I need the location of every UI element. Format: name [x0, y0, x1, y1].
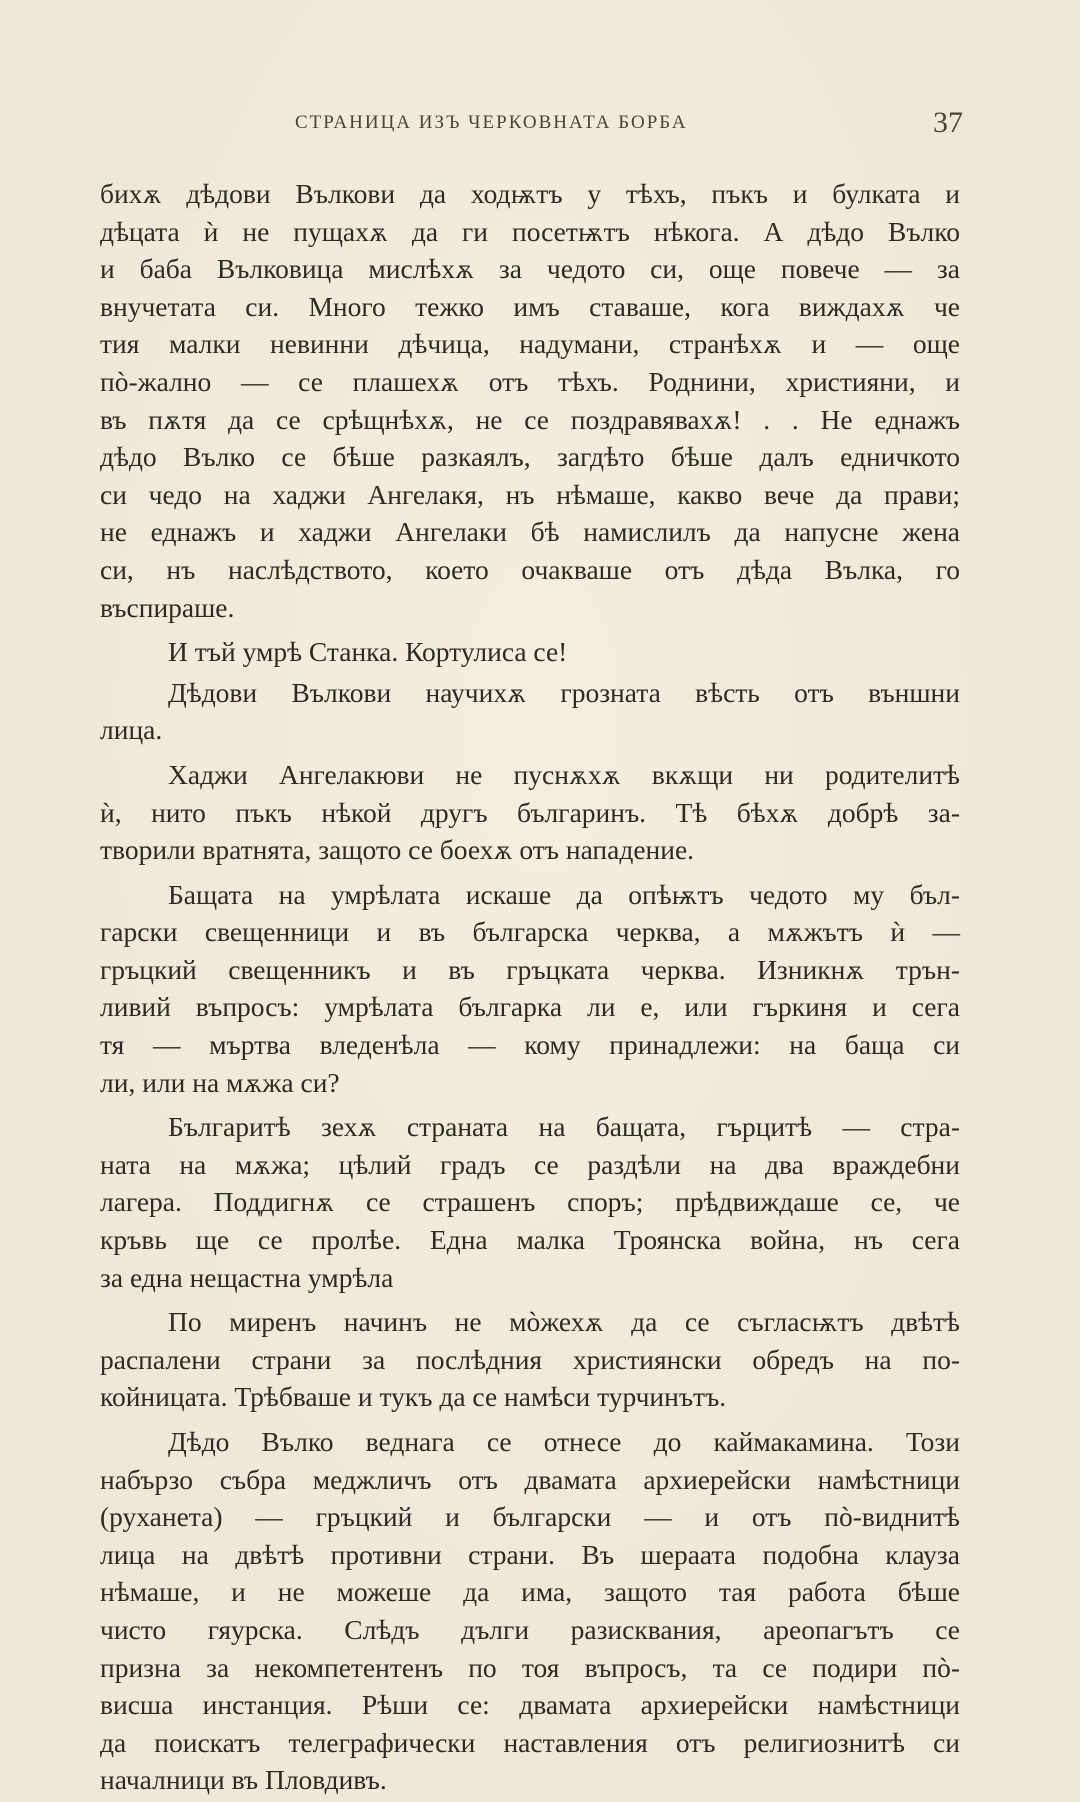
text-line: распалени страни за послѣдния християнски обредъ на по- — [100, 1343, 960, 1375]
text-line: тия малки невинни дѣчица, надумани, странѣхѫ и — още — [100, 328, 960, 360]
text-line: си чедо на хаджи Ангелакя, нъ нѣмаше, какво вече да прави; — [100, 478, 960, 510]
text-line: не еднажъ и хаджи Ангелаки бѣ намислилъ да напусне жена — [100, 516, 960, 548]
text-line: По миренъ начинъ не мòжехѫ да се съгласѭтъ двѣтѣ — [168, 1306, 960, 1338]
text-line: началници въ Пловдивъ. — [100, 1764, 387, 1796]
text-line: пò-жално — се плашехѫ отъ тѣхъ. Роднини, християни, и — [100, 365, 960, 397]
text-line: И тъй умрѣ Станка. Кортулиса се! — [168, 636, 568, 668]
text-line: дѣцата ѝ не пущахѫ да ги посетѭтъ нѣкога. А дѣдо Вълко — [100, 215, 960, 247]
text-line: дѣдо Вълко се бѣше разкаялъ, загдѣто бѣше далъ едничкото — [100, 441, 960, 473]
text-line: за една нещастна умрѣла — [100, 1261, 394, 1293]
text-line: Хаджи Ангелакюви не пуснѫхѫ вкѫщи ни родителитѣ — [168, 758, 960, 790]
text-line: и баба Вълковица мислѣхѫ за чедото си, още повече — за — [100, 253, 960, 285]
text-line: бихѫ дѣдови Вълкови да ходѭтъ у тѣхъ, пъкъ и булката и — [100, 178, 960, 209]
running-head — [0, 106, 1080, 152]
text-line: лица на двѣтѣ противни страни. Въ шераата подобна клауза — [100, 1538, 960, 1570]
paragraph-2 — [100, 633, 960, 671]
text-line: лагера. Поддигнѫ се страшенъ споръ; прѣдвиждаше се, че — [100, 1186, 960, 1218]
text-line: да поискатъ телеграфически наставления отъ религиознитѣ си — [100, 1726, 960, 1758]
paragraph-7 — [100, 1303, 960, 1416]
page-number: 37 — [933, 106, 963, 139]
running-title: СТРАНИЦА ИЗЪ ЧЕРКОВНАТА БОРБА — [295, 112, 688, 133]
text-line: ната на мѫжа; цѣлий градъ се раздѣли на два враждебни — [100, 1148, 960, 1180]
text-line: висша инстанция. Рѣши се: двамата архиерейски намѣстници — [100, 1689, 960, 1721]
text-line: ливий въпросъ: умрѣлата българка ли е, или гъркиня и сега — [100, 991, 960, 1023]
text-line: ѝ, нито пъкъ нѣкой другъ българинъ. Тѣ бѣхѫ добрѣ за- — [100, 796, 960, 828]
paragraph-4 — [100, 756, 960, 869]
paragraph-5 — [100, 876, 960, 1102]
text-line: набързо събра меджличъ отъ двамата архиерейски намѣстници — [100, 1463, 960, 1495]
text-line: койницата. Трѣбваше и тукъ да се намѣси турчинътъ. — [100, 1381, 727, 1413]
text-line: гарски свещенници и въ българска черква, а мѫжътъ ѝ — — [100, 916, 960, 948]
paragraph-1 — [100, 175, 960, 626]
text-line: призна за некомпетентенъ по тоя въпросъ, та се подири пò- — [100, 1651, 960, 1683]
text-line: въспираше. — [100, 591, 235, 623]
text-line: чисто гяурска. Слѣдъ дълги разисквания, ареопагътъ се — [100, 1613, 960, 1645]
text-line: Българитѣ зехѫ страната на бащата, гърцитѣ — стра- — [168, 1111, 960, 1143]
text-line: въ пѫтя да се срѣщнѣхѫ, не се поздравявахѫ! . . Не еднажъ — [100, 403, 960, 435]
text-line: гръцкий свещенникъ и въ гръцката черква. Изникнѫ трън- — [100, 953, 960, 985]
body-text — [100, 175, 960, 1802]
text-line: нѣмаше, и не можеше да има, защото тая работа бѣше — [100, 1576, 960, 1608]
text-line: тя — мъртва вледенѣла — кому принадлежи: на баща си — [100, 1029, 960, 1061]
text-line: кръвь ще се пролѣе. Една малка Троянска война, нъ сега — [100, 1224, 960, 1256]
paragraph-8 — [100, 1423, 960, 1799]
text-line: Дѣдо Вълко веднага се отнесе до каймакамина. Този — [168, 1426, 960, 1457]
text-line: ли, или на мѫжа си? — [100, 1066, 340, 1098]
paragraph-6 — [100, 1108, 960, 1296]
text-line: си, нъ наслѣдството, което очакваше отъ дѣда Вълка, го — [100, 553, 960, 585]
text-line: творили вратнята, защото се боехѫ отъ нападение. — [100, 834, 695, 866]
text-line: Бащата на умрѣлата искаше да опѣѭтъ чедото му бъл- — [168, 878, 960, 910]
text-line: (руханета) — гръцкий и български — и отъ пò-виднитѣ — [100, 1501, 960, 1533]
text-line: лица. — [100, 714, 163, 746]
text-line: внучетата си. Много тежко имъ ставаше, кога виждахѫ че — [100, 290, 960, 322]
paragraph-3 — [100, 674, 960, 749]
text-line: Дѣдови Вълкови научихѫ грозната вѣсть отъ външни — [168, 676, 960, 708]
